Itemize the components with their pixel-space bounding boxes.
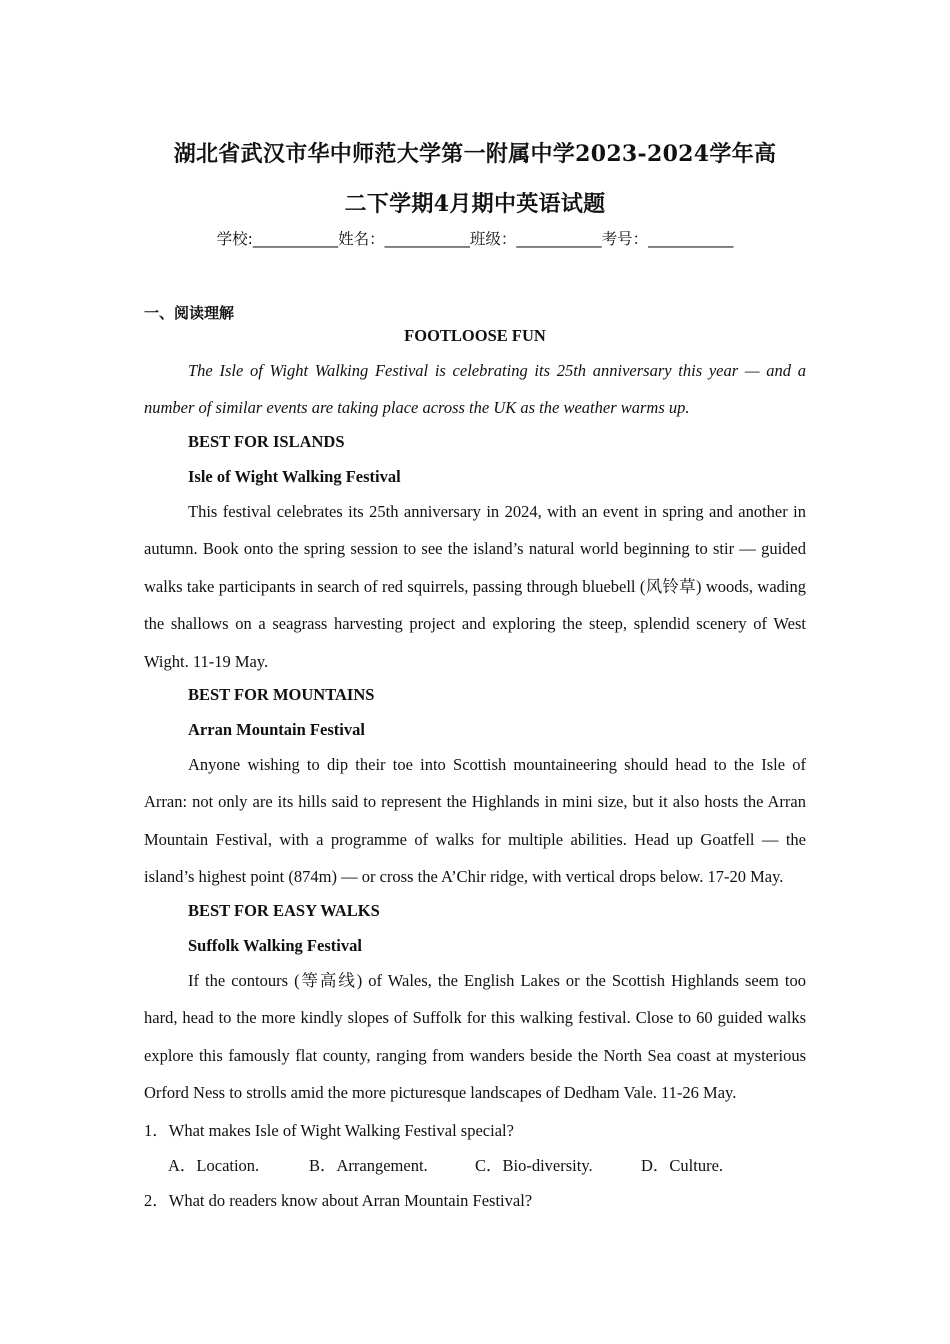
block-3-name: Suffolk Walking Festival [188,936,362,955]
question-1-options [168,1152,723,1176]
student-info-line: 学校:___________姓名：___________班级：___________考号：___________ [216,230,734,248]
passage-intro: The Isle of Wight Walking Festival is celebrating its 25th anniversary this year — and a number of similar events are taking place across the UK as the weather warms up. [144,361,806,418]
question-1-stem: 1．What makes Isle of Wight Walking Festival special? [144,1121,514,1140]
exam-title-line-2: 二下学期4月期中英语试题 [344,191,606,217]
block-1-text: This festival celebrates its 25th anniversary in 2024, with an event in spring and another in autumn. Book onto the spring session to see the island’s natural world beginning to stir — guided walks take participants in search of red squirrels, passing through bluebell (风铃草) woods, wading the shallows on a seagrass harvesting project and exploring the steep, splendid scenery of West Wight. 11-19 May. [144,502,806,671]
block-1-name: Isle of Wight Walking Festival [188,467,401,486]
block-1-category: BEST FOR ISLANDS [188,432,345,451]
block-3-text: If the contours (等高线) of Wales, the English Lakes or the Scottish Highlands seem too hard, head to the more kindly slopes of Suffolk for this walking festival. Close to 60 guided walks explore this famously flat county, ranging from wanders beside the North Sea coast at mysterious Orford Ness to strolls amid the more picturesque landscapes of Dedham Vale. 11-26 May. [144,971,806,1103]
option-c[interactable]: C．Bio-diversity. [475,1156,593,1175]
option-b[interactable]: B．Arrangement. [309,1156,428,1175]
exam-title-line-1: 湖北省武汉市华中师范大学第一附属中学2023-2024学年高 [173,141,777,167]
block-2-name: Arran Mountain Festival [188,720,365,739]
block-3-category: BEST FOR EASY WALKS [188,901,380,920]
question-2-stem: 2．What do readers know about Arran Mountain Festival? [144,1191,533,1210]
option-d[interactable]: D．Culture. [641,1156,724,1175]
block-2-category: BEST FOR MOUNTAINS [188,685,375,704]
section-heading: 一、阅读理解 [144,304,235,322]
passage-title: FOOTLOOSE FUN [404,326,546,345]
block-2-text: Anyone wishing to dip their toe into Scottish mountaineering should head to the Isle of Arran: not only are its hills said to represent the Highlands in mini size, but it also hosts the Arran Mountain Festival, with a programme of walks for multiple abilities. Head up Goatfell — the island’s highest point (874m) — or cross the A’Chir ridge, with vertical drops below. 17-20 May. [144,755,806,887]
option-a[interactable]: A．Location. [168,1156,260,1175]
